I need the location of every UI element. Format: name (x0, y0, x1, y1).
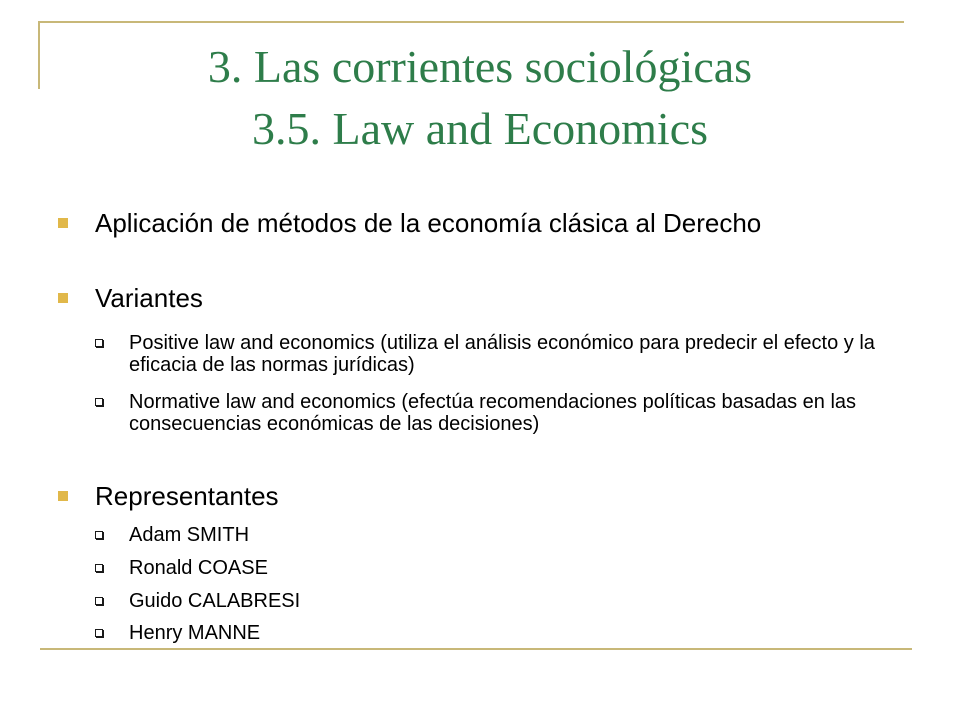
checkbox-bullet-icon (95, 531, 103, 539)
bullet-text: Aplicación de métodos de la economía clásica al Derecho (95, 208, 762, 238)
frame-top-line (40, 21, 904, 23)
bullet-square-icon (58, 293, 68, 303)
subbullet-text: Adam SMITH (129, 524, 250, 546)
slide-title (60, 36, 900, 160)
checkbox-bullet-icon (95, 564, 103, 572)
bullet-text: Representantes (95, 481, 279, 511)
subbullet-text: Guido CALABRESI (129, 590, 301, 612)
checkbox-bullet-icon (95, 339, 103, 347)
bullet-square-icon (58, 218, 68, 228)
bullet-text: Variantes (95, 283, 203, 313)
checkbox-bullet-icon (95, 597, 103, 605)
subbullet-text: Positive law and economics (utiliza el análisis económico para predecir el efecto y la eficacia de las normas jurídicas) (129, 332, 875, 376)
frame-left-line (38, 21, 40, 89)
title-line-1: 3. Las corrientes sociológicas (207, 41, 753, 92)
bullet-square-icon (58, 491, 68, 501)
checkbox-bullet-icon (95, 629, 103, 637)
title-line-2: 3.5. Law and Economics (251, 103, 709, 154)
subbullet-text: Ronald COASE (129, 557, 268, 579)
subbullet-text: Henry MANNE (129, 622, 261, 644)
subbullet-text: Normative law and economics (efectúa recomendaciones políticas basadas en las consecuencias económicas de las decisiones) (129, 391, 857, 435)
checkbox-bullet-icon (95, 398, 103, 406)
frame-bottom-line (40, 648, 912, 650)
